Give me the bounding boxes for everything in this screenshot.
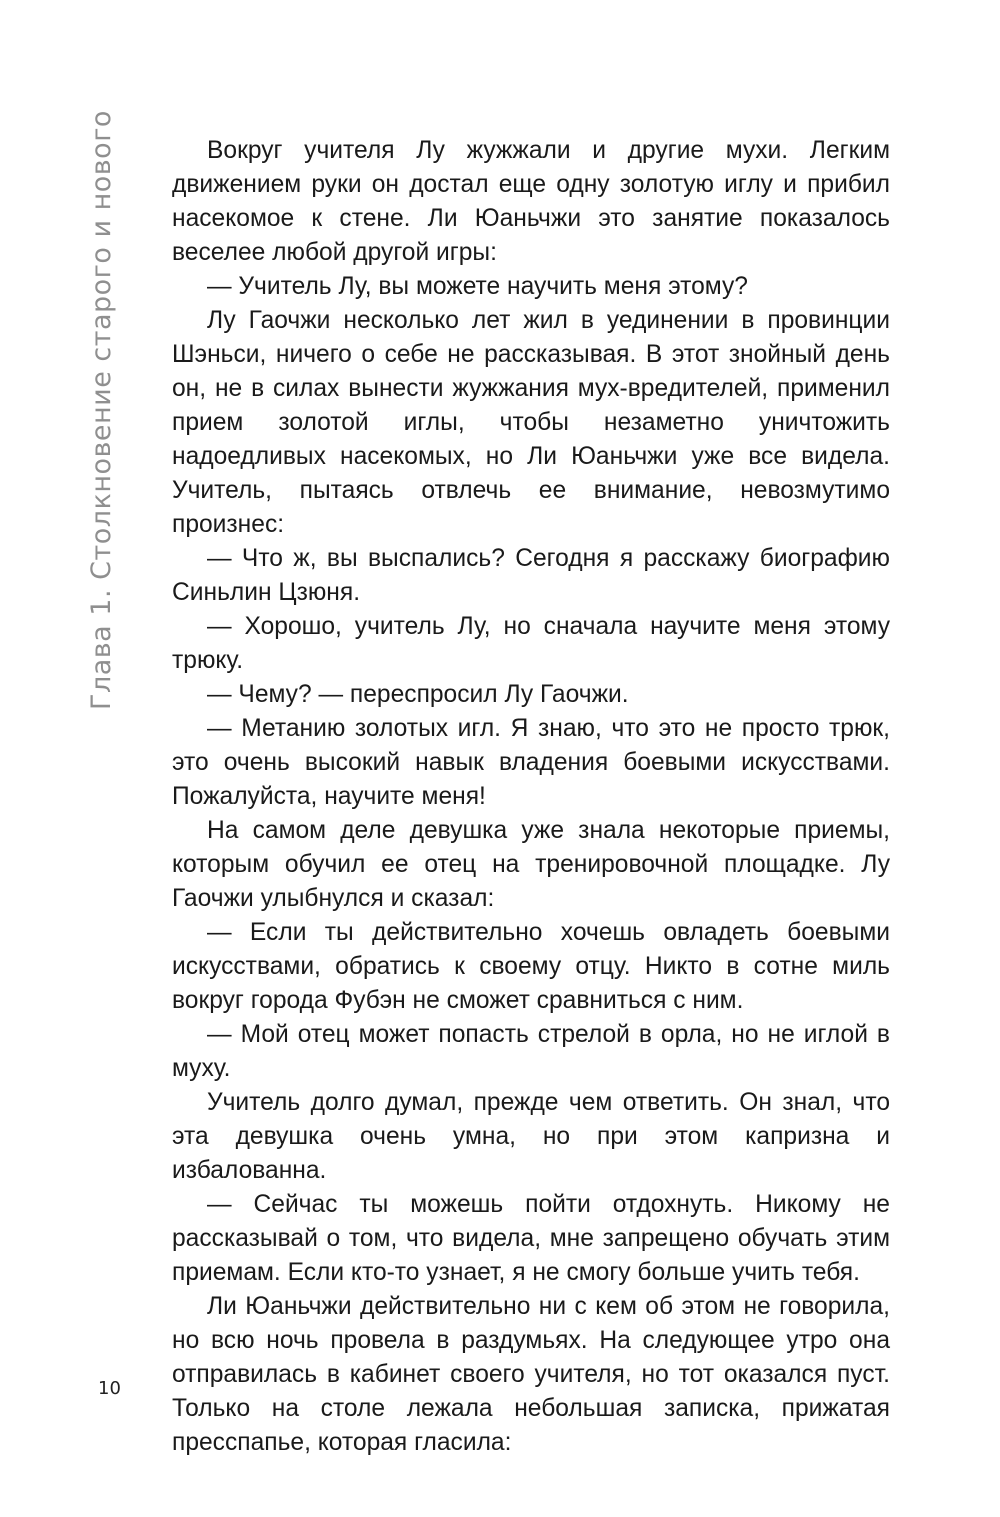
paragraph: — Что ж, вы выспались? Сегодня я расскажу биографию Синьлин Цзюня. <box>172 545 890 606</box>
paragraph: — Мой отец может попасть стрелой в орла, но не иглой в муху. <box>172 1021 890 1082</box>
paragraph: — Чему? — переспросил Лу Гаочжи. <box>207 681 629 708</box>
paragraph: Лу Гаочжи несколько лет жил в уединении в провинции Шэньси, ничего о себе не рассказывая. В этот знойный день он, не в силах вынести жужжания мух-вредителей, применил прием золотой иглы, чтобы незаметно уничтожить надоедливых насекомых, но Ли Юаньчжи уже все видела. Учитель, пытаясь отвлечь ее внимание, невозмутимо произнес: <box>172 307 890 538</box>
paragraph: — Метанию золотых игл. Я знаю, что это не просто трюк, это очень высокий навык владения боевыми искусствами. Пожалуйста, научите меня! <box>172 715 890 810</box>
paragraph: — Учитель Лу, вы можете научить меня этому? <box>207 273 748 300</box>
paragraph: — Сейчас ты можешь пойти отдохнуть. Никому не рассказывай о том, что видела, мне запрещено обучать этим приемам. Если кто-то узнает, я не смогу больше учить тебя. <box>172 1191 890 1286</box>
paragraph: На самом деле девушка уже знала некоторые приемы, которым обучил ее отец на тренировочной площадке. Лу Гаочжи улыбнулся и сказал: <box>172 817 890 912</box>
running-head-chapter-title: Глава 1. Столкновение старого и нового <box>86 110 117 710</box>
paragraph: Учитель долго думал, прежде чем ответить. Он знал, что эта девушка очень умна, но при этом капризна и избалованна. <box>172 1089 890 1184</box>
body-text <box>172 134 890 1460</box>
paragraph: — Если ты действительно хочешь овладеть боевыми искусствами, обратись к своему отцу. Никто в сотне миль вокруг города Фубэн не сможет сравниться с ним. <box>172 919 890 1014</box>
paragraph: Вокруг учителя Лу жужжали и другие мухи. Легким движением руки он достал еще одну золотую иглу и прибил насекомое к стене. Ли Юаньчжи это занятие показалось веселее любой другой игры: <box>172 137 890 266</box>
paragraph: Ли Юаньчжи действительно ни с кем об этом не говорила, но всю ночь провела в раздумьях. На следующее утро она отправилась в кабинет своего учителя, но тот оказался пуст. Только на столе лежала небольшая записка, прижатая пресспапье, которая гласила: <box>172 1293 890 1456</box>
page-number: 10 <box>98 1378 121 1399</box>
paragraph: — Хорошо, учитель Лу, но сначала научите меня этому трюку. <box>172 613 890 674</box>
